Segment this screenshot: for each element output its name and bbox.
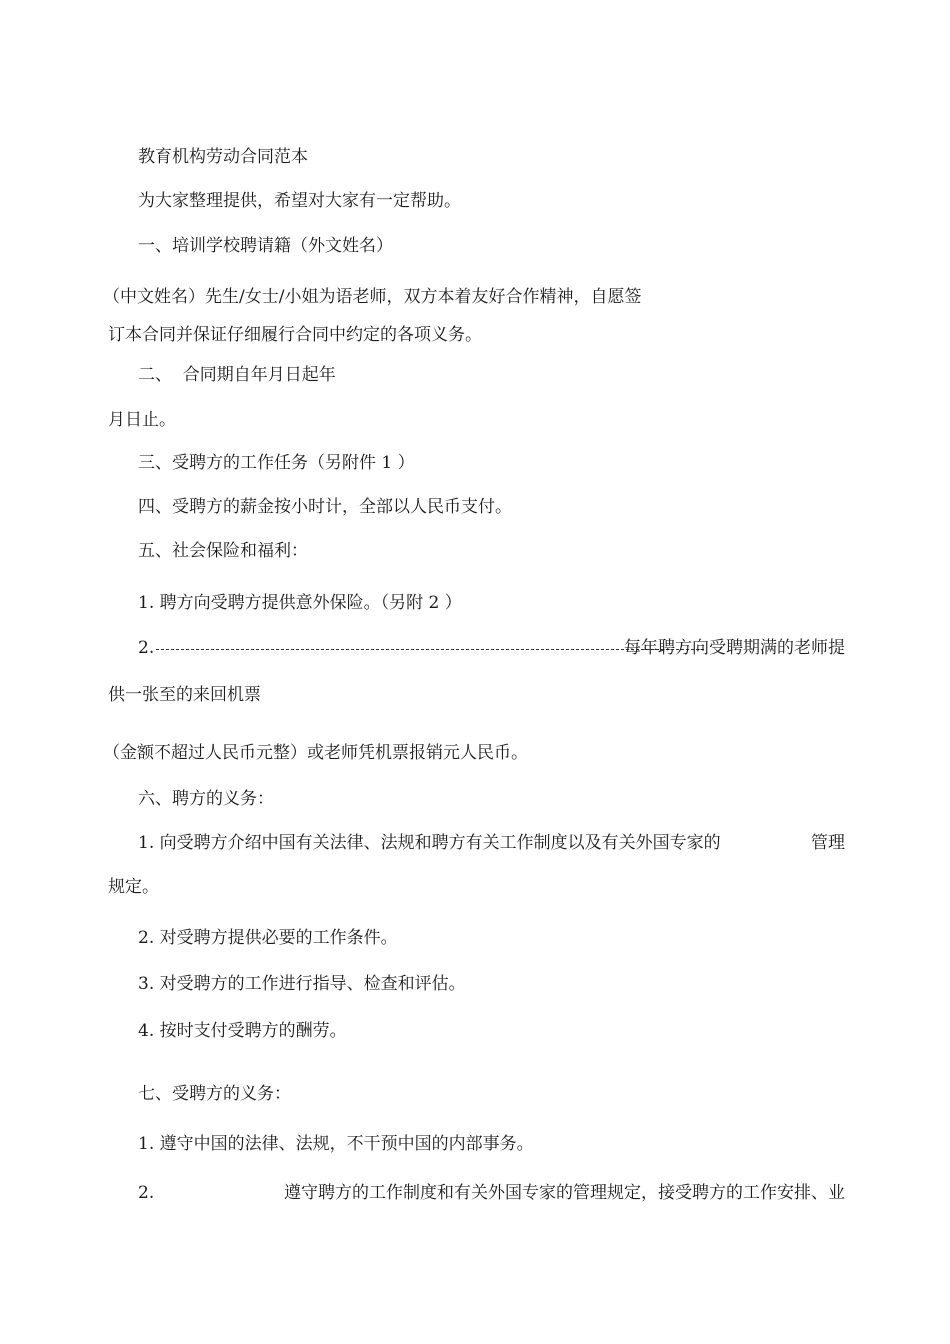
section-5-heading: 五、社会保险和福利：: [138, 541, 308, 561]
section-7-item-2: [138, 1182, 845, 1204]
section-7-item-1: 1. 遵守中国的法律、法规，不干预中国的内部事务。: [138, 1134, 534, 1154]
section-7-heading: 七、受聘方的义务：: [138, 1084, 291, 1104]
section-1-line-1: （中文姓名）先生/女士/小姐为语老师，双方本着友好合作精神，自愿签: [103, 287, 642, 307]
section-7-item-2-number: 2.: [138, 1183, 155, 1203]
section-2-line-2: 月日止。: [108, 410, 176, 430]
section-6-item-1-text: 1. 向受聘方介绍中国有关法律、法规和聘方有关工作制度以及有关外国专家的: [138, 833, 721, 853]
section-5-item-2-line-3: （金额不超过人民币元整）或老师凭机票报销元人民币。: [103, 743, 528, 763]
section-1-line-2: 订本合同并保证仔细履行合同中约定的各项义务。: [108, 325, 482, 345]
section-6-item-1-end: 管理: [811, 833, 845, 853]
section-3: 三、受聘方的工作任务（另附件 1 ）: [138, 453, 415, 473]
section-5-item-2: [138, 637, 845, 659]
section-5-item-1: 1. 聘方向受聘方提供意外保险。（另附 2 ）: [138, 593, 462, 613]
section-6-item-2: 2. 对受聘方提供必要的工作条件。: [138, 928, 398, 948]
section-1-heading: 一、培训学校聘请籍（外文姓名）: [138, 236, 393, 256]
dashed-leader-line: [156, 649, 704, 650]
section-5-item-2-text: 每年聘方向受聘期满的老师提: [624, 638, 845, 658]
section-6-item-1: [138, 832, 845, 854]
section-7-item-2-text: 遵守聘方的工作制度和有关外国专家的管理规定，接受聘方的工作安排、业: [284, 1183, 845, 1203]
section-6-item-1-line-2: 规定。: [108, 877, 159, 897]
section-5-item-2-number: 2.: [138, 638, 155, 658]
section-5-item-2-line-2: 供一张至的来回机票: [108, 685, 261, 705]
section-2-heading: 二、 合同期自年月日起年: [138, 365, 336, 385]
section-6-item-4: 4. 按时支付受聘方的酬劳。: [138, 1021, 347, 1041]
section-6-item-3: 3. 对受聘方的工作进行指导、检查和评估。: [138, 974, 466, 994]
section-6-heading: 六、聘方的义务：: [138, 789, 274, 809]
intro-text: 为大家整理提供，希望对大家有一定帮助。: [138, 191, 461, 211]
section-4: 四、受聘方的薪金按小时计，全部以人民币支付。: [138, 497, 512, 517]
document-title: 教育机构劳动合同范本: [138, 147, 308, 167]
